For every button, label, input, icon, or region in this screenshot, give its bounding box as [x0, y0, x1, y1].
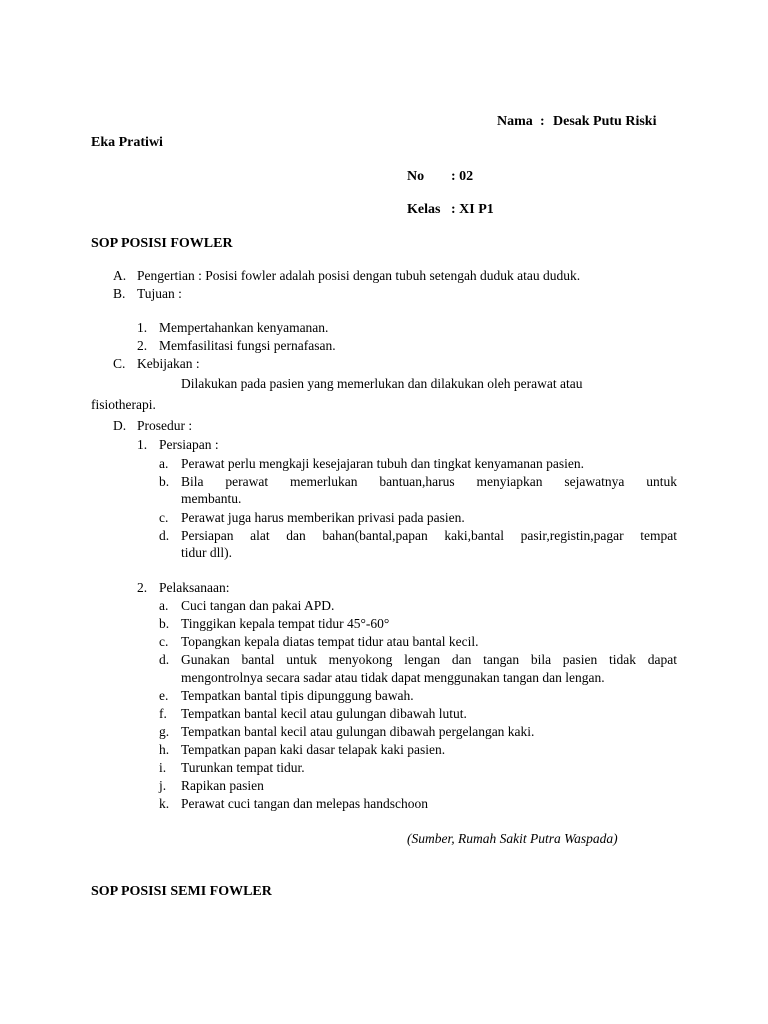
kebijakan-text: Dilakukan pada pasien yang memerlukan dan dilakukan oleh perawat atau: [181, 376, 583, 391]
pelaksanaan-c-marker: c.: [159, 634, 169, 649]
persiapan-d-text-continued: tidur dll).: [181, 545, 232, 560]
tujuan-2-marker: 2.: [137, 338, 148, 353]
pelaksanaan-g-text: Tempatkan bantal kecil atau gulungan dibawah pergelangan kaki.: [181, 724, 535, 739]
pelaksanaan-g-marker: g.: [159, 724, 170, 739]
pelaksanaan-k-text: Perawat cuci tangan dan melepas handschoon: [181, 796, 429, 811]
pelaksanaan-f-marker: f.: [159, 706, 167, 721]
pelaksanaan-i-text: Turunkan tempat tidur.: [181, 760, 305, 775]
nama-value: Desak Putu Riski: [553, 114, 657, 129]
no-label: No: [407, 169, 425, 184]
persiapan-b-text-continued: membantu.: [181, 491, 242, 506]
pelaksanaan-e-text: Tempatkan bantal tipis dipunggung bawah.: [181, 688, 414, 703]
kebijakan-text-continued: fisiotherapi.: [91, 397, 156, 412]
kelas-label: Kelas: [407, 202, 441, 217]
pelaksanaan-d-marker: d.: [159, 652, 170, 667]
pelaksanaan-marker: 2.: [137, 580, 148, 595]
pelaksanaan-d-text: Gunakan bantal untuk menyokong lengan dan tangan bila pasien tidak dapat: [181, 652, 677, 667]
persiapan-marker: 1.: [137, 437, 148, 452]
pelaksanaan-k-marker: k.: [159, 796, 170, 811]
pelaksanaan-f-text: Tempatkan bantal kecil atau gulungan dibawah lutut.: [181, 706, 467, 721]
persiapan-c-marker: c.: [159, 510, 169, 525]
persiapan-b-marker: b.: [159, 474, 170, 489]
nama-separator: :: [540, 114, 545, 129]
pelaksanaan-e-marker: e.: [159, 688, 169, 703]
pelaksanaan-a-text: Cuci tangan dan pakai APD.: [181, 598, 335, 613]
nama-label: Nama: [497, 114, 533, 129]
tujuan-1-text: Mempertahankan kenyamanan.: [159, 320, 329, 335]
pelaksanaan-b-marker: b.: [159, 616, 170, 631]
persiapan-a-text: Perawat perlu mengkaji kesejajaran tubuh dan tingkat kenyamanan pasien.: [181, 456, 584, 471]
section-title-semi-fowler: SOP POSISI SEMI FOWLER: [91, 884, 272, 899]
persiapan-c-text: Perawat juga harus memberikan privasi pada pasien.: [181, 510, 465, 525]
pelaksanaan-d-text-continued: mengontrolnya secara sadar atau tidak dapat menggunakan tangan dan lengan.: [181, 670, 605, 685]
pelaksanaan-a-marker: a.: [159, 598, 169, 613]
pelaksanaan-c-text: Topangkan kepala diatas tempat tidur atau bantal kecil.: [181, 634, 479, 649]
pelaksanaan-j-text: Rapikan pasien: [181, 778, 264, 793]
item-b-marker: B.: [113, 286, 126, 301]
persiapan-d-text: Persiapan alat dan bahan(bantal,papan kaki,bantal pasir,registin,pagar tempat: [181, 528, 677, 543]
tujuan-1-marker: 1.: [137, 320, 148, 335]
tujuan-2-text: Memfasilitasi fungsi pernafasan.: [159, 338, 336, 353]
pelaksanaan-h-text: Tempatkan papan kaki dasar telapak kaki pasien.: [181, 742, 446, 757]
item-a-marker: A.: [113, 268, 127, 283]
kelas-value: : XI P1: [451, 202, 494, 217]
pelaksanaan-i-marker: i.: [159, 760, 167, 775]
pelaksanaan-b-text: Tinggikan kepala tempat tidur 45°-60°: [181, 616, 390, 631]
item-d-marker: D.: [113, 418, 127, 433]
item-c-marker: C.: [113, 356, 126, 371]
nama-value-continued: Eka Pratiwi: [91, 135, 163, 150]
pengertian-text: Pengertian : Posisi fowler adalah posisi dengan tubuh setengah duduk atau duduk.: [137, 268, 581, 283]
persiapan-a-marker: a.: [159, 456, 169, 471]
kebijakan-label: Kebijakan :: [137, 356, 200, 371]
persiapan-label: Persiapan :: [159, 437, 219, 452]
section-title-fowler: SOP POSISI FOWLER: [91, 236, 233, 251]
pelaksanaan-label: Pelaksanaan:: [159, 580, 230, 595]
tujuan-label: Tujuan :: [137, 286, 182, 301]
persiapan-d-marker: d.: [159, 528, 170, 543]
pelaksanaan-j-marker: j.: [159, 778, 167, 793]
pelaksanaan-h-marker: h.: [159, 742, 170, 757]
persiapan-b-text: Bila perawat memerlukan bantuan,harus menyiapkan sejawatnya untuk: [181, 474, 677, 489]
prosedur-label: Prosedur :: [137, 418, 193, 433]
no-value: : 02: [451, 169, 474, 184]
source-citation: (Sumber, Rumah Sakit Putra Waspada): [407, 831, 618, 846]
